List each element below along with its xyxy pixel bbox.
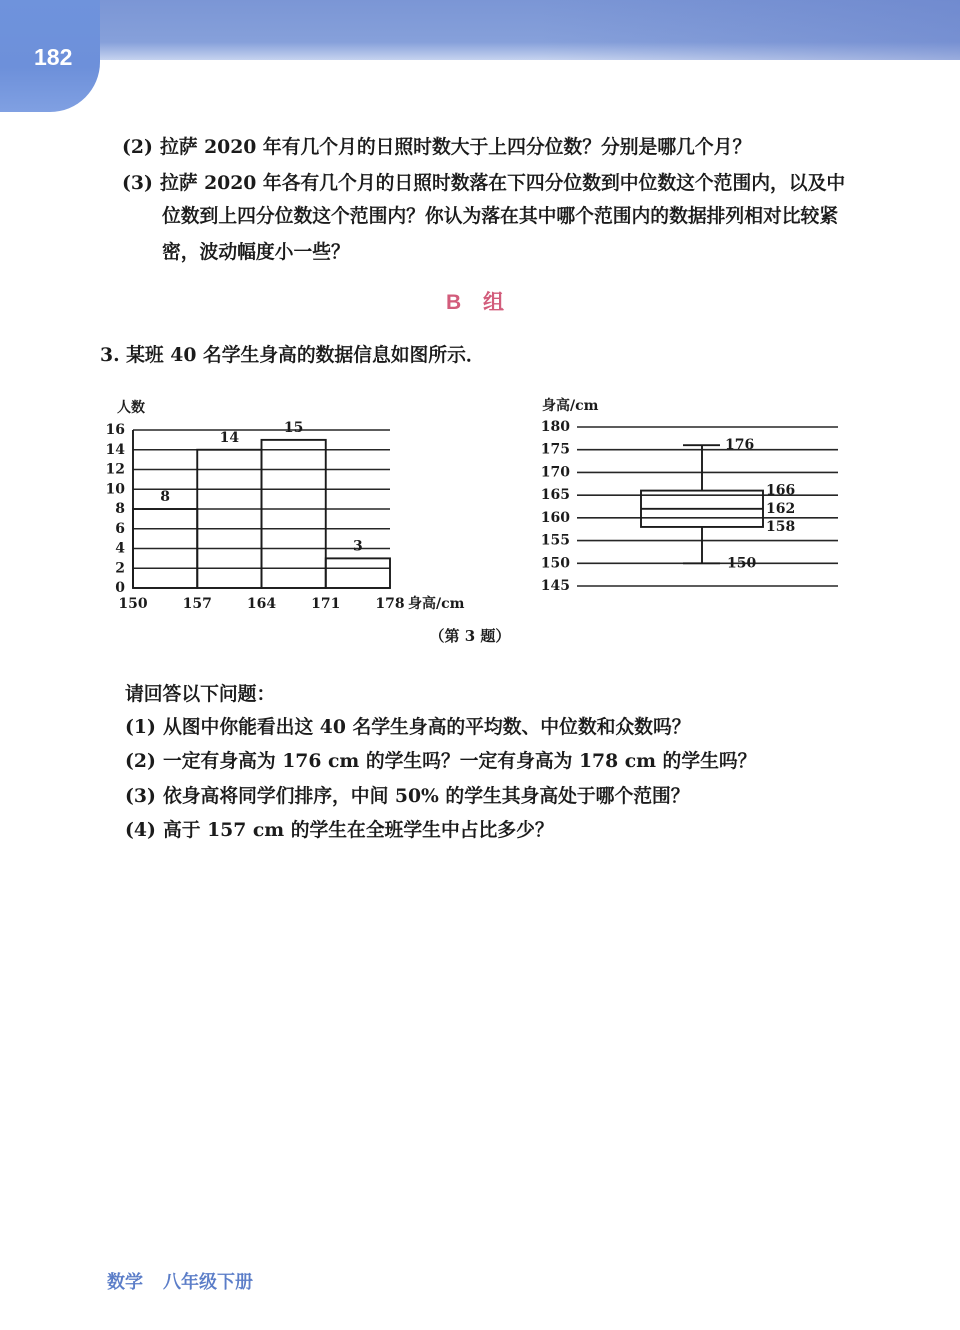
histogram-y-tick-label: 2 <box>115 560 125 577</box>
figure-caption: （第 3 题） <box>429 627 511 645</box>
prev-item-3-line: 位数到上四分位数这个范围内？你认为落在其中哪个范围内的数据排列相对比较紧 <box>162 205 839 227</box>
histogram-y-tick-label: 16 <box>105 422 125 438</box>
histogram-x-tick-label: 178 <box>375 596 405 612</box>
exercise-3-stem: 3. 某班 40 名学生身高的数据信息如图所示． <box>100 344 485 366</box>
height-histogram <box>95 395 475 620</box>
histogram-x-tick-label: 150 <box>118 596 148 612</box>
box-plot-y-tick-label: 150 <box>540 555 570 572</box>
histogram-y-tick-label: 12 <box>105 461 125 478</box>
prev-item-3-label: (3) <box>122 172 153 194</box>
section-heading-group-b: B 组 <box>446 291 512 314</box>
histogram-bar-value-label: 14 <box>219 429 240 446</box>
histogram-y-tick-label: 6 <box>115 520 125 537</box>
box-plot-y-tick-label: 180 <box>540 419 570 435</box>
histogram-y-tick-label: 8 <box>115 501 125 517</box>
box-plot-y-tick-label: 170 <box>540 464 570 481</box>
histogram-bar <box>262 440 326 588</box>
question-label: (4) <box>125 819 156 841</box>
histogram-x-tick-label: 164 <box>246 596 277 612</box>
page-number: 182 <box>34 44 73 70</box>
box-plot-q1-label: 158 <box>766 518 796 535</box>
histogram-bar-value-label: 15 <box>283 419 304 436</box>
page-number-tab <box>0 0 100 112</box>
question-text: 依身高将同学们排序，中间 50% 的学生其身高处于哪个范围？ <box>163 785 690 807</box>
footer-subject: 数学 <box>107 1272 143 1292</box>
histogram-y-tick-label: 14 <box>105 441 125 458</box>
box-plot-median-label: 162 <box>766 500 796 517</box>
footer-grade: 八年级下册 <box>163 1272 253 1292</box>
prev-item-3-line: 密，波动幅度小一些？ <box>162 241 350 263</box>
prev-item-3-line: 拉萨 2020 年各有几个月的日照时数落在下四分位数到中位数这个范围内，以及中 <box>160 172 846 194</box>
histogram-x-tick-label: 157 <box>182 596 212 612</box>
box-plot-y-axis-title: 身高/cm <box>542 398 599 414</box>
box-plot-y-tick-label: 145 <box>540 578 570 594</box>
question-label: (3) <box>125 785 156 807</box>
questions-prompt: 请回答以下问题： <box>125 683 276 705</box>
histogram-bar-value-label: 8 <box>160 489 170 505</box>
histogram-y-axis-title: 人数 <box>117 400 145 416</box>
histogram-y-tick-label: 10 <box>105 481 125 498</box>
histogram-bar-value-label: 3 <box>353 538 363 555</box>
question-text: 高于 157 cm 的学生在全班学生中占比多少？ <box>163 819 554 841</box>
histogram-bar <box>197 450 261 588</box>
histogram-x-axis-title: 身高/cm <box>408 596 465 612</box>
prev-item-2-label: (2) <box>122 136 153 158</box>
histogram-y-tick-label: 4 <box>115 540 125 557</box>
question-label: (1) <box>125 716 156 738</box>
box-plot-y-tick-label: 175 <box>540 441 570 458</box>
question-text: 从图中你能看出这 40 名学生身高的平均数、中位数和众数吗？ <box>163 716 691 738</box>
box-plot-q3-label: 166 <box>766 482 796 499</box>
box-plot-y-tick-label: 165 <box>540 487 570 504</box>
question-label: (2) <box>125 750 156 772</box>
histogram-y-tick-label: 0 <box>115 580 125 596</box>
histogram-x-tick-label: 171 <box>311 596 341 612</box>
box-plot-min-label: 150 <box>727 555 757 572</box>
height-box-plot <box>530 395 850 600</box>
histogram-bar <box>326 558 390 588</box>
header-band <box>0 0 960 60</box>
question-text: 一定有身高为 176 cm 的学生吗？一定有身高为 178 cm 的学生吗？ <box>163 750 757 772</box>
box-plot-y-tick-label: 155 <box>540 532 570 549</box>
box-plot-y-tick-label: 160 <box>540 509 570 526</box>
prev-item-2-text: 拉萨 2020 年有几个月的日照时数大于上四分位数？分别是哪几个月？ <box>160 136 752 158</box>
box-plot-max-label: 176 <box>725 437 755 454</box>
